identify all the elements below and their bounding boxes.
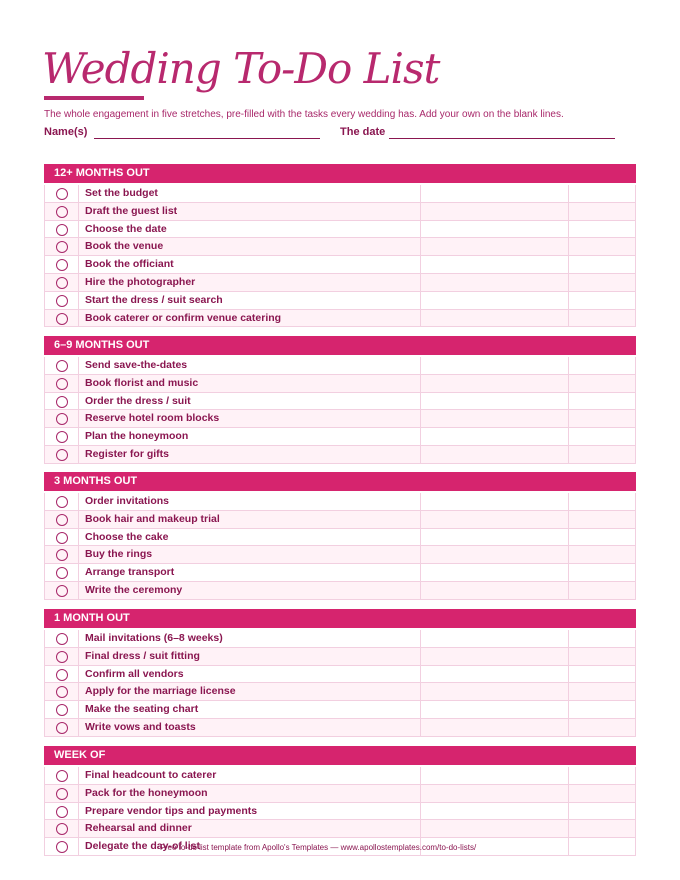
row-edge: [635, 838, 636, 855]
notes-cell[interactable]: [420, 185, 569, 202]
row-edge: [635, 446, 636, 463]
checkbox-cell: [44, 185, 79, 202]
checkbox-cell: [44, 630, 79, 647]
row-edge: [635, 274, 636, 291]
section: [44, 336, 636, 464]
notes-cell[interactable]: [420, 375, 569, 392]
page-subtitle: The whole engagement in five stretches, pre-filled with the tasks every wedding has. Add your own on the blank lines.: [44, 109, 564, 120]
task-label: Order invitations: [85, 495, 170, 507]
section-heading: 1 MONTH OUT: [44, 609, 636, 628]
row-edge: [635, 719, 636, 736]
task-row: [44, 238, 636, 256]
row-edge: [635, 410, 636, 427]
task-row: [44, 203, 636, 221]
task-row: [44, 185, 636, 203]
checkbox-cell: [44, 428, 79, 445]
notes-cell[interactable]: [420, 446, 569, 463]
checkbox-cell: [44, 203, 79, 220]
task-row: [44, 511, 636, 529]
task-row: [44, 292, 636, 310]
notes-cell[interactable]: [420, 203, 569, 220]
notes-cell[interactable]: [420, 767, 569, 784]
task-row: [44, 393, 636, 411]
task-label: Send save-the-dates: [85, 359, 188, 371]
checkbox[interactable]: [56, 188, 68, 200]
checkbox-cell: [44, 292, 79, 309]
task-label: Buy the rings: [85, 548, 153, 561]
checkbox[interactable]: [56, 313, 68, 325]
checkbox[interactable]: [56, 259, 68, 271]
row-edge: [635, 393, 636, 410]
task-row: [44, 803, 636, 821]
notes-cell[interactable]: [420, 292, 569, 309]
checkbox[interactable]: [56, 224, 68, 236]
task-label: Rehearsal and dinner: [85, 822, 192, 835]
checkbox[interactable]: [56, 514, 68, 526]
checkbox[interactable]: [56, 686, 68, 698]
row-edge: [635, 648, 636, 665]
row-edge: [635, 803, 636, 820]
notes-cell[interactable]: [420, 564, 569, 581]
checkbox[interactable]: [56, 396, 68, 408]
row-edge: [635, 683, 636, 700]
task-label: Order the dress / suit: [85, 394, 191, 407]
checkbox[interactable]: [56, 704, 68, 716]
checkbox-cell: [44, 803, 79, 820]
task-row: [44, 648, 636, 666]
notes-cell[interactable]: [420, 630, 569, 647]
notes-cell[interactable]: [420, 701, 569, 718]
task-label: Set the budget: [85, 187, 158, 199]
notes-cell[interactable]: [420, 582, 569, 599]
section: [44, 746, 636, 856]
task-label: Start the dress / suit search: [85, 293, 223, 306]
checkbox-cell: [44, 838, 79, 855]
header-fields: [44, 126, 616, 142]
task-label: Final dress / suit fitting: [85, 649, 200, 662]
checkbox[interactable]: [56, 585, 68, 597]
row-edge: [635, 428, 636, 445]
checkbox-cell: [44, 375, 79, 392]
row-edge: [635, 701, 636, 718]
task-row: [44, 428, 636, 446]
notes-cell[interactable]: [420, 221, 569, 238]
checkbox[interactable]: [56, 841, 68, 853]
task-label: Book hair and makeup trial: [85, 512, 220, 525]
section-heading: 12+ MONTHS OUT: [44, 164, 636, 183]
notes-cell[interactable]: [420, 310, 569, 327]
row-edge: [635, 666, 636, 683]
task-label: Draft the guest list: [85, 204, 178, 217]
task-label: Register for gifts: [85, 447, 170, 460]
checkbox[interactable]: [56, 431, 68, 443]
task-label: Mail invitations (6–8 weeks): [85, 632, 223, 644]
notes-cell[interactable]: [420, 357, 569, 374]
task-label: Reserve hotel room blocks: [85, 412, 220, 425]
notes-cell[interactable]: [420, 256, 569, 273]
task-label: Prepare vendor tips and payments: [85, 804, 258, 817]
checkbox-cell: [44, 785, 79, 802]
task-row: [44, 630, 636, 648]
row-edge: [635, 357, 636, 374]
section-heading: WEEK OF: [44, 746, 636, 765]
task-row: [44, 221, 636, 239]
row-edge: [635, 292, 636, 309]
checkbox[interactable]: [56, 496, 68, 508]
date-field-line[interactable]: [389, 138, 615, 139]
task-row: [44, 274, 636, 292]
task-label: Hire the photographer: [85, 275, 196, 288]
checkbox[interactable]: [56, 413, 68, 425]
notes-cell[interactable]: [420, 785, 569, 802]
checkbox[interactable]: [56, 788, 68, 800]
checkbox-cell: [44, 310, 79, 327]
task-label: Pack for the honeymoon: [85, 786, 208, 799]
checkbox-cell: [44, 221, 79, 238]
checkbox-cell: [44, 256, 79, 273]
checkbox-cell: [44, 701, 79, 718]
checkbox[interactable]: [56, 295, 68, 307]
page-title: Wedding To-Do List: [42, 44, 440, 93]
row-edge: [635, 511, 636, 528]
task-row: [44, 564, 636, 582]
task-label: Write the ceremony: [85, 583, 183, 596]
section: [44, 164, 636, 327]
checkbox[interactable]: [56, 277, 68, 289]
task-row: [44, 666, 636, 684]
checkbox-cell: [44, 529, 79, 546]
row-edge: [635, 582, 636, 599]
row-edge: [635, 630, 636, 647]
notes-cell[interactable]: [420, 546, 569, 563]
section: [44, 472, 636, 600]
task-label: Apply for the marriage license: [85, 685, 236, 698]
row-edge: [635, 256, 636, 273]
checkbox[interactable]: [56, 669, 68, 681]
task-row: [44, 546, 636, 564]
row-edge: [635, 785, 636, 802]
task-label: Choose the date: [85, 222, 167, 235]
task-label: Book the venue: [85, 240, 164, 253]
notes-cell[interactable]: [420, 410, 569, 427]
task-row: [44, 256, 636, 274]
row-edge: [635, 221, 636, 238]
section-heading: 3 MONTHS OUT: [44, 472, 636, 491]
checkbox[interactable]: [56, 449, 68, 461]
notes-cell[interactable]: [420, 820, 569, 837]
task-label: Book florist and music: [85, 376, 199, 389]
notes-cell[interactable]: [420, 238, 569, 255]
checkbox-cell: [44, 820, 79, 837]
row-edge: [635, 767, 636, 784]
checkbox[interactable]: [56, 651, 68, 663]
checkbox-cell: [44, 357, 79, 374]
checkbox[interactable]: [56, 360, 68, 372]
task-row: [44, 820, 636, 838]
checkbox-cell: [44, 274, 79, 291]
row-edge: [635, 529, 636, 546]
checkbox-cell: [44, 719, 79, 736]
checkbox[interactable]: [56, 549, 68, 561]
task-row: [44, 410, 636, 428]
task-row: [44, 529, 636, 547]
task-label: Book the officiant: [85, 258, 174, 271]
checkbox-cell: [44, 648, 79, 665]
checkbox-cell: [44, 446, 79, 463]
row-edge: [635, 310, 636, 327]
checkbox-cell: [44, 393, 79, 410]
checkbox[interactable]: [56, 823, 68, 835]
task-row: [44, 582, 636, 600]
checkbox-cell: [44, 493, 79, 510]
notes-cell[interactable]: [420, 393, 569, 410]
notes-cell[interactable]: [420, 493, 569, 510]
task-row: [44, 683, 636, 701]
date-label: The date: [340, 126, 386, 138]
checkbox-cell: [44, 767, 79, 784]
task-row: [44, 701, 636, 719]
notes-cell[interactable]: [420, 274, 569, 291]
task-label: Arrange transport: [85, 566, 175, 579]
checkbox-cell: [44, 238, 79, 255]
row-edge: [635, 546, 636, 563]
checkbox[interactable]: [56, 206, 68, 218]
row-edge: [635, 185, 636, 202]
task-row: [44, 310, 636, 328]
footer-note: Free to-do list template from Apollo's Templates — www.apollostemplates.com/to-do-lists/: [160, 843, 477, 852]
checkbox[interactable]: [56, 378, 68, 390]
checkbox[interactable]: [56, 241, 68, 253]
row-edge: [635, 375, 636, 392]
checkbox[interactable]: [56, 633, 68, 645]
task-label: Make the seating chart: [85, 703, 199, 716]
checkbox[interactable]: [56, 770, 68, 782]
task-label: Confirm all vendors: [85, 667, 184, 680]
notes-cell[interactable]: [420, 666, 569, 683]
notes-cell[interactable]: [420, 719, 569, 736]
row-edge: [635, 564, 636, 581]
task-row: [44, 357, 636, 375]
checkbox[interactable]: [56, 722, 68, 734]
task-label: Plan the honeymoon: [85, 430, 189, 443]
task-label: Write vows and toasts: [85, 720, 196, 733]
row-edge: [635, 203, 636, 220]
title-underline: [44, 96, 144, 100]
task-row: [44, 719, 636, 737]
task-row: [44, 767, 636, 785]
row-edge: [635, 493, 636, 510]
checkbox[interactable]: [56, 567, 68, 579]
task-row: [44, 375, 636, 393]
name-field-line[interactable]: [94, 138, 320, 139]
task-row: [44, 785, 636, 803]
task-label: Delegate the day-of list: [85, 840, 200, 853]
row-edge: [635, 820, 636, 837]
notes-cell[interactable]: [420, 428, 569, 445]
task-row: [44, 493, 636, 511]
checkbox-cell: [44, 564, 79, 581]
checkbox[interactable]: [56, 806, 68, 818]
checkbox-cell: [44, 511, 79, 528]
checkbox-cell: [44, 683, 79, 700]
task-label: Book caterer or confirm venue catering: [85, 311, 282, 324]
task-label: Choose the cake: [85, 530, 169, 543]
section-heading: 6–9 MONTHS OUT: [44, 336, 636, 355]
notes-cell[interactable]: [420, 511, 569, 528]
name-label: Name(s): [44, 126, 88, 138]
checkbox-cell: [44, 666, 79, 683]
notes-cell[interactable]: [420, 529, 569, 546]
checkbox-cell: [44, 546, 79, 563]
notes-cell[interactable]: [420, 683, 569, 700]
checkbox-cell: [44, 582, 79, 599]
notes-cell[interactable]: [420, 648, 569, 665]
task-label: Final headcount to caterer: [85, 769, 217, 781]
task-row: [44, 446, 636, 464]
notes-cell[interactable]: [420, 803, 569, 820]
checkbox[interactable]: [56, 532, 68, 544]
section: [44, 609, 636, 737]
row-edge: [635, 238, 636, 255]
checkbox-cell: [44, 410, 79, 427]
